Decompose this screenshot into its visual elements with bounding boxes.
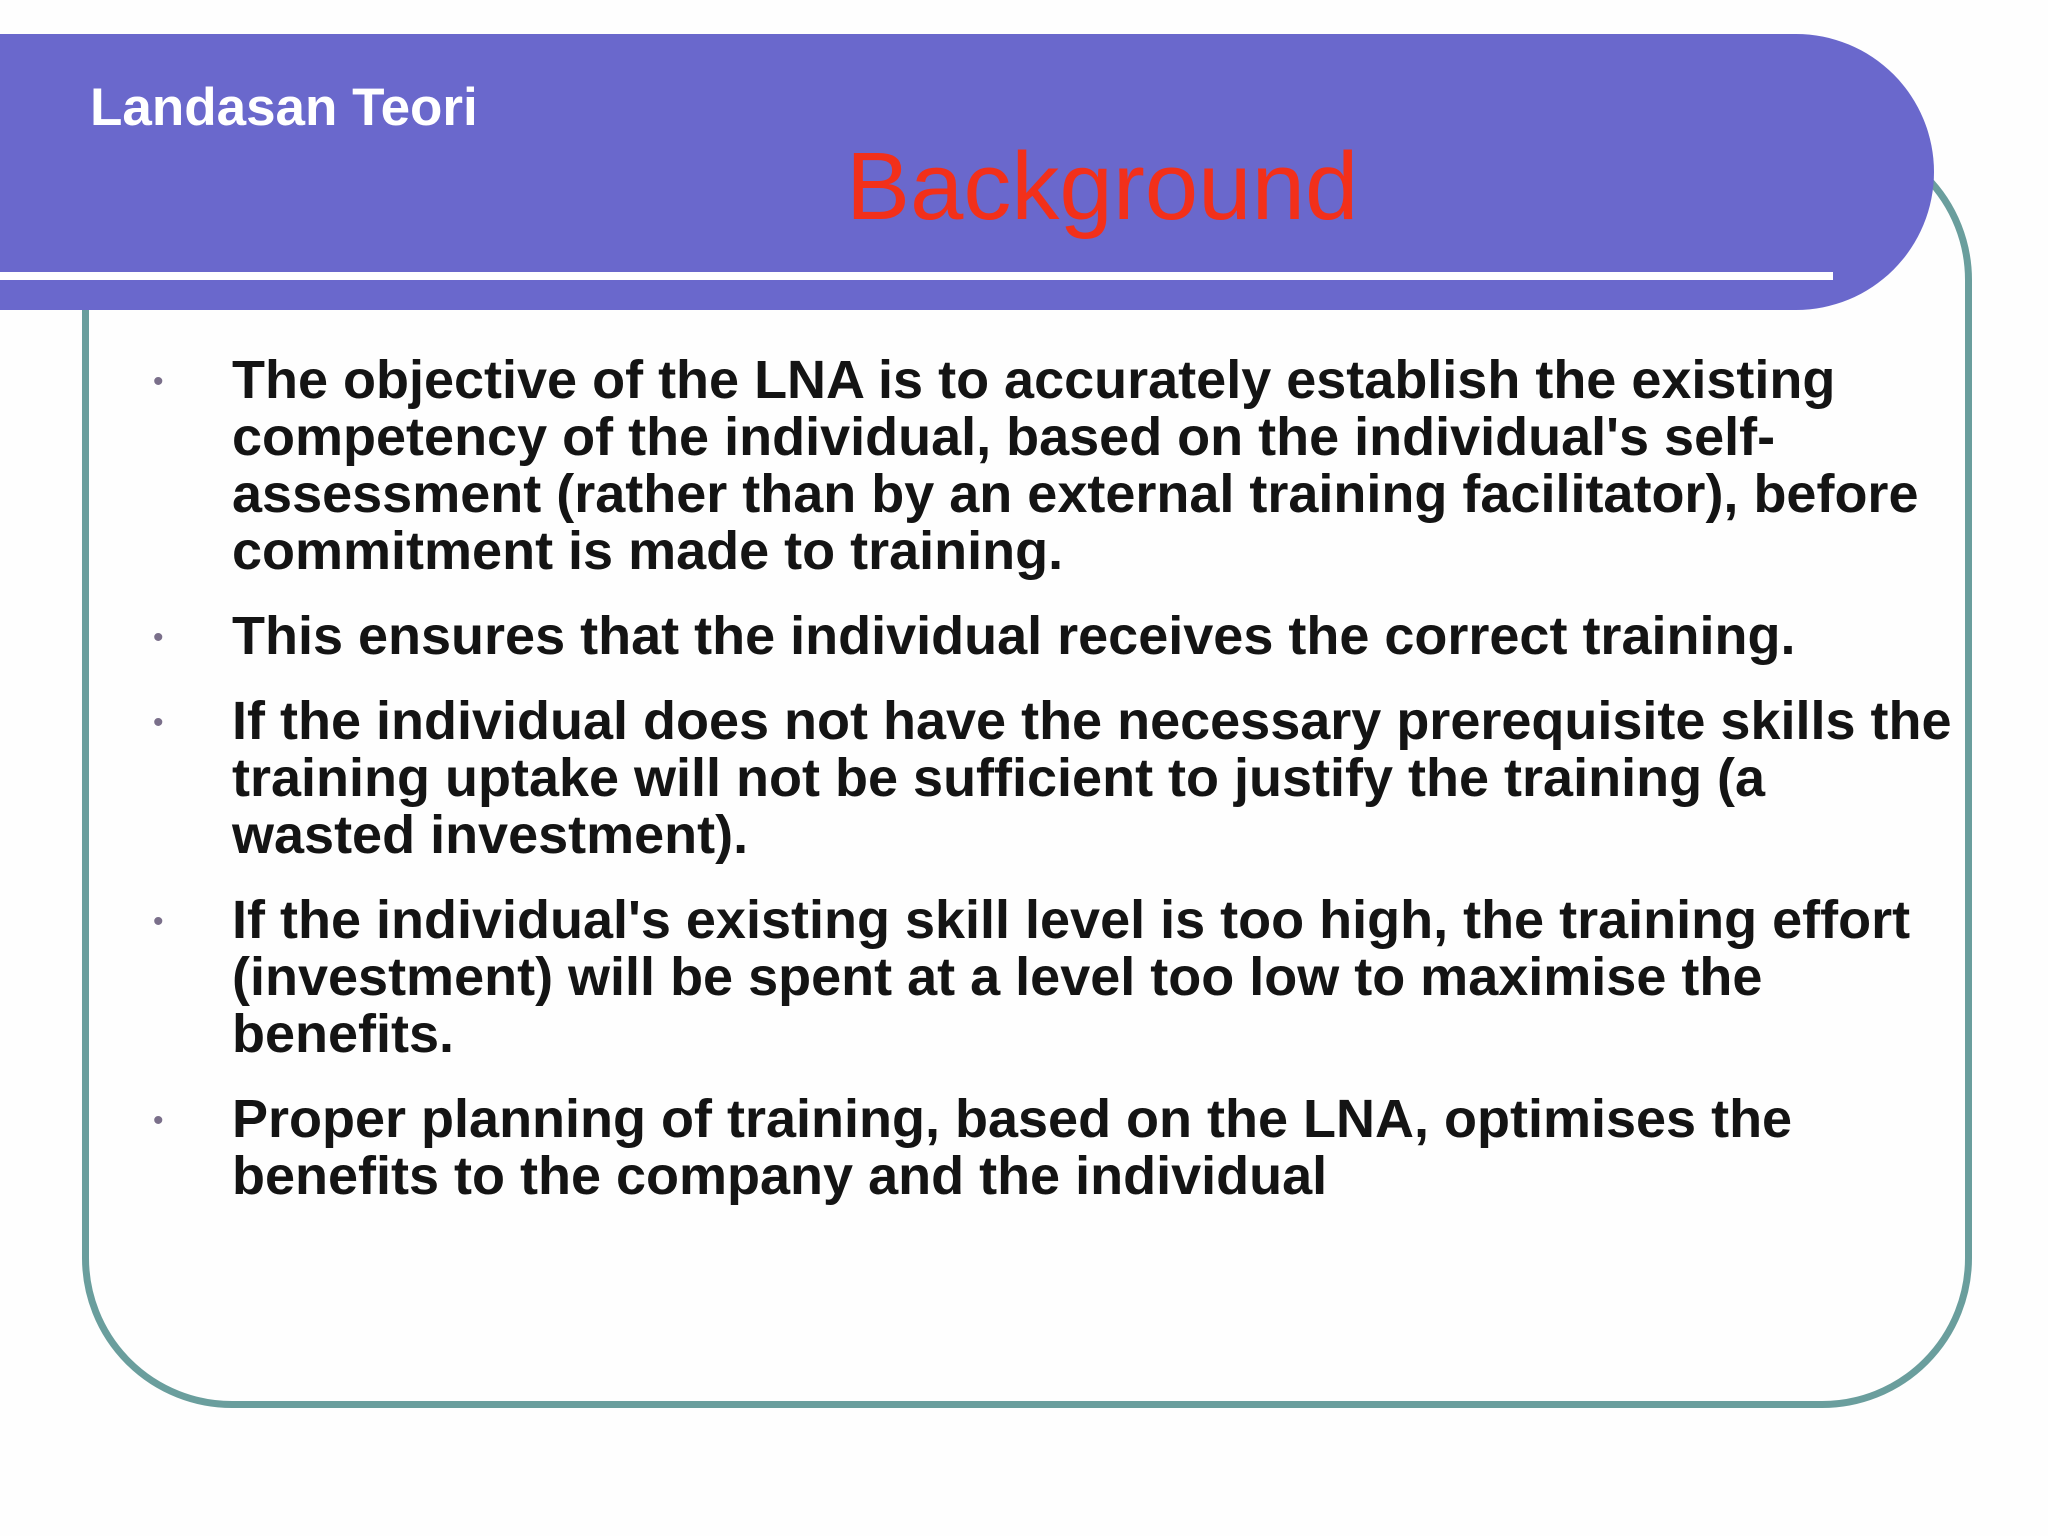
- bullet-list: [150, 352, 1960, 1233]
- slide-title: Background: [846, 133, 1359, 240]
- section-label: Landasan Teori: [90, 78, 478, 137]
- bullet-item: [150, 693, 1960, 864]
- bullet-item: [150, 352, 1960, 580]
- title-divider: [0, 272, 1833, 280]
- bullet-text: Proper planning of training, based on the LNA, optimises the benefits to the company and the individual: [232, 1089, 1793, 1206]
- bullet-text: If the individual's existing skill level is too high, the training effort (investment) will be spent at a level too low to maximise the benefits.: [232, 890, 1911, 1064]
- bullet-marker-icon: •: [153, 365, 164, 398]
- bullet-item: [150, 608, 1960, 665]
- bullet-text: The objective of the LNA is to accurately establish the existing competency of the individual, based on the individual's self-assessment (rather than by an external training facilitator), before commitment is made to training.: [232, 350, 1919, 581]
- bullet-marker-icon: •: [153, 706, 164, 739]
- bullet-marker-icon: •: [153, 1104, 164, 1137]
- bullet-item: [150, 892, 1960, 1063]
- bullet-text: This ensures that the individual receives the correct training.: [232, 606, 1796, 666]
- bullet-marker-icon: •: [153, 905, 164, 938]
- bullet-text: If the individual does not have the necessary prerequisite skills the training uptake will not be sufficient to justify the training (a wasted investment).: [232, 691, 1952, 865]
- bullet-marker-icon: •: [153, 621, 164, 654]
- bullet-item: [150, 1091, 1960, 1205]
